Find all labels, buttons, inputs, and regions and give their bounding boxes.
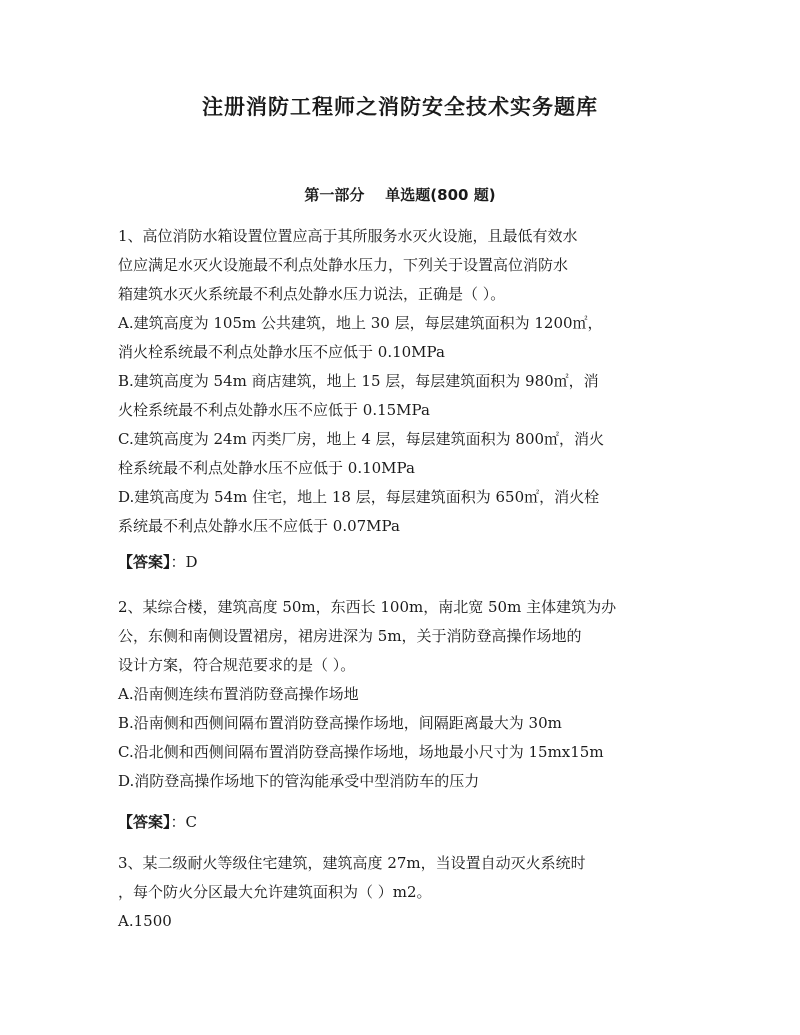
question-1-option-b-line-2: 火栓系统最不利点处静水压不应低于 0.15MPa xyxy=(118,401,430,419)
question-3-option-a: A.1500 xyxy=(118,912,172,930)
question-2-option-d: D.消防登高操作场地下的管沟能承受中型消防车的压力 xyxy=(118,772,480,790)
question-1-option-d-line-1: D.建筑高度为 54m 住宅，地上 18 层，每层建筑面积为 650㎡，消火栓 xyxy=(118,488,600,506)
question-2-option-c: C.沿北侧和西侧间隔布置消防登高操作场地，场地最小尺寸为 15mx15m xyxy=(118,743,604,761)
question-2-stem-line-1: 2、某综合楼，建筑高度 50m，东西长 100m，南北宽 50m 主体建筑为办 xyxy=(118,598,617,616)
question-3 xyxy=(118,849,684,936)
question-1-answer xyxy=(118,548,684,577)
answer-value: ：C xyxy=(170,813,197,831)
answer-label: 【答案】 xyxy=(118,813,171,831)
question-1-option-d-line-2: 系统最不利点处静水压不应低于 0.07MPa xyxy=(118,517,400,535)
question-2 xyxy=(118,593,684,796)
question-3-stem-line-1: 3、某二级耐火等级住宅建筑，建筑高度 27m，当设置自动灭火系统时 xyxy=(118,854,586,872)
answer-value: ：D xyxy=(170,553,198,571)
question-1-option-c-line-1: C.建筑高度为 24m 丙类厂房，地上 4 层，每层建筑面积为 800㎡，消火 xyxy=(118,430,605,448)
question-1-option-a-line-2: 消火栓系统最不利点处静水压不应低于 0.10MPa xyxy=(118,343,445,361)
question-1-stem-line-1: 1、高位消防水箱设置位置应高于其所服务水灭火设施，且最低有效水 xyxy=(118,227,578,245)
question-2-option-b: B.沿南侧和西侧间隔布置消防登高操作场地，间隔距离最大为 30m xyxy=(118,714,562,732)
question-1-option-b-line-1: B.建筑高度为 54m 商店建筑，地上 15 层，每层建筑面积为 980㎡，消 xyxy=(118,372,599,390)
question-1-option-c-line-2: 栓系统最不利点处静水压不应低于 0.10MPa xyxy=(118,459,415,477)
question-3-stem-line-2: ，每个防火分区最大允许建筑面积为（ ）m2。 xyxy=(118,883,432,901)
question-2-option-a: A.沿南侧连续布置消防登高操作场地 xyxy=(118,685,359,703)
question-1-stem-line-2: 位应满足水灭火设施最不利点处静水压力，下列关于设置高位消防水 xyxy=(118,256,569,274)
question-2-stem-line-3: 设计方案，符合规范要求的是（ ）。 xyxy=(118,656,356,674)
question-1-stem-line-3: 箱建筑水灭火系统最不利点处静水压力说法，正确是（ ）。 xyxy=(118,285,506,303)
section-title: 第一部分 单选题(800 题) xyxy=(304,186,496,204)
question-2-answer xyxy=(118,808,684,837)
question-1 xyxy=(118,222,684,541)
document-title: 注册消防工程师之消防安全技术实务题库 xyxy=(202,95,598,119)
question-1-option-a-line-1: A.建筑高度为 105m 公共建筑，地上 30 层，每层建筑面积为 1200㎡， xyxy=(118,314,603,332)
question-2-stem-line-2: 公，东侧和南侧设置裙房，裙房进深为 5m，关于消防登高操作场地的 xyxy=(118,627,582,645)
answer-label: 【答案】 xyxy=(118,553,171,571)
